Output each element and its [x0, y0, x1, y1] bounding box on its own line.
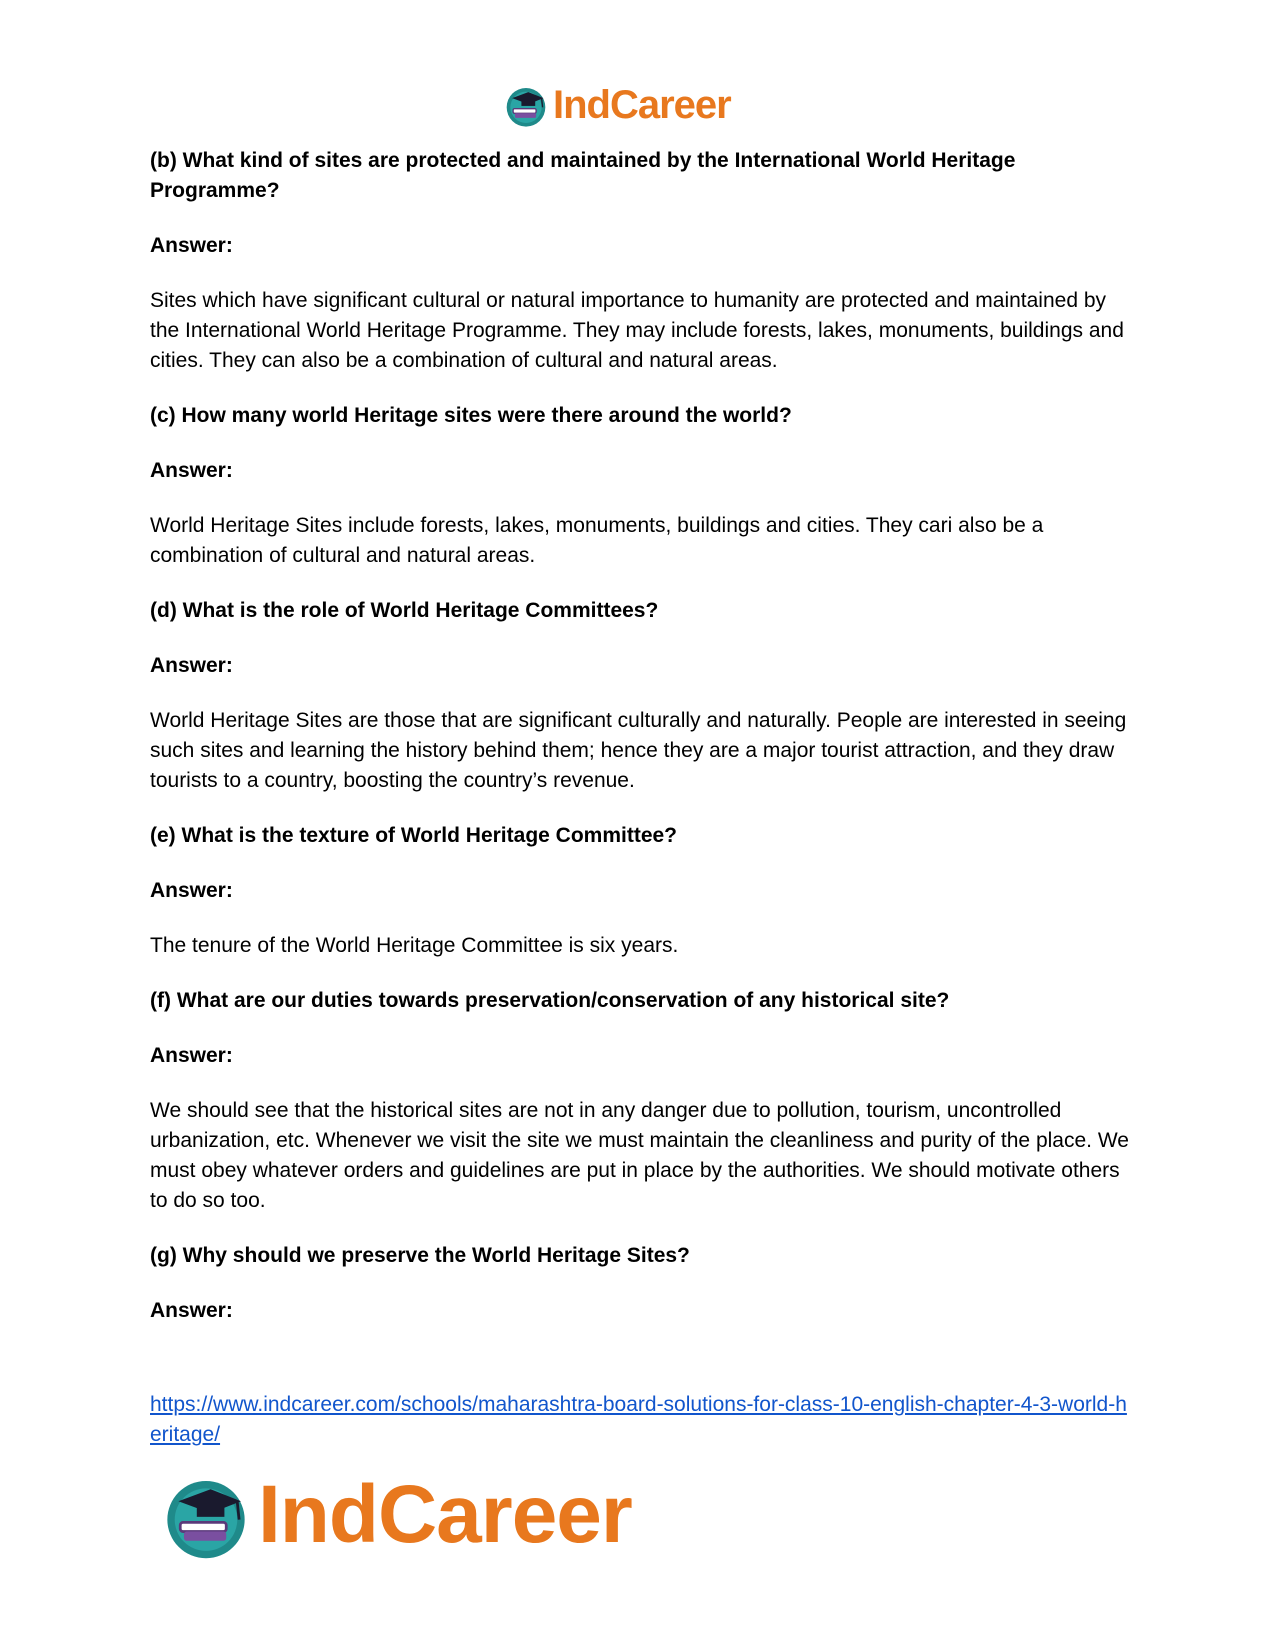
qa-item: [150, 596, 1135, 796]
source-link[interactable]: https://www.indcareer.com/schools/maharashtra-board-solutions-for-class-10-english-chapter-4-3-world-heritage/: [150, 1393, 1127, 1446]
answer-text: We should see that the historical sites are not in any danger due to pollution, tourism, uncontrolled urbanization, etc. Whenever we visit the site we must maintain the cleanliness and purity of the place. We must obey whatever orders and guidelines are put in place by the authorities. We should motivate others to do so too.: [150, 1099, 1129, 1212]
question-text: (b) What kind of sites are protected and maintained by the International World Heritage Programme?: [150, 149, 1016, 202]
qa-content: [150, 146, 1135, 1351]
question-text: (g) Why should we preserve the World Heritage Sites?: [150, 1244, 690, 1267]
answer-label: Answer:: [150, 654, 233, 677]
question-text: (c) How many world Heritage sites were there around the world?: [150, 404, 792, 427]
answer-label: Answer:: [150, 1044, 233, 1067]
brand-name: IndCareer: [553, 82, 731, 127]
answer-text: The tenure of the World Heritage Committee is six years.: [150, 934, 679, 957]
answer-label: Answer:: [150, 1299, 233, 1322]
answer-text: World Heritage Sites include forests, lakes, monuments, buildings and cities. They cari also be a combination of cultural and natural areas.: [150, 514, 1044, 567]
brand-name: IndCareer: [258, 1469, 632, 1560]
answer-label: Answer:: [150, 879, 233, 902]
question-text: (d) What is the role of World Heritage Committees?: [150, 599, 659, 622]
answer-label: Answer:: [150, 234, 233, 257]
answer-text: Sites which have significant cultural or natural importance to humanity are protected and maintained by the International World Heritage Programme. They may include forests, lakes, monuments, buildings and cities. They can also be a combination of cultural and natural areas.: [150, 289, 1124, 372]
answer-text: World Heritage Sites are those that are significant culturally and naturally. People are interested in seeing such sites and learning the history behind them; hence they are a major tourist attraction, and they draw tourists to a country, boosting the country’s revenue.: [150, 709, 1127, 792]
qa-item: [150, 401, 1135, 571]
indcareer-logo-header: [503, 80, 731, 130]
graduation-cap-books-icon: [160, 1469, 252, 1561]
qa-item: [150, 1241, 1135, 1326]
qa-item: [150, 986, 1135, 1216]
question-text: (f) What are our duties towards preservation/conservation of any historical site?: [150, 989, 950, 1012]
qa-item: [150, 821, 1135, 961]
graduation-cap-books-icon: [503, 82, 549, 128]
answer-label: Answer:: [150, 459, 233, 482]
question-text: (e) What is the texture of World Heritage Committee?: [150, 824, 677, 847]
qa-item: [150, 146, 1135, 376]
indcareer-logo-footer: [160, 1465, 632, 1565]
